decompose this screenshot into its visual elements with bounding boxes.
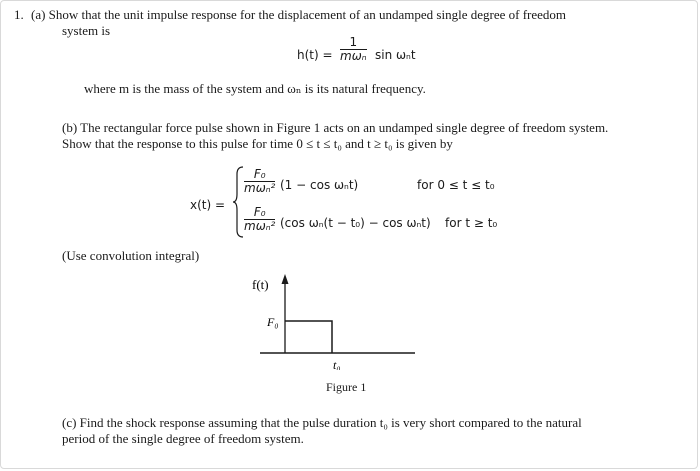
case1-numerator: F₀	[244, 168, 275, 182]
x-lhs: x(t) =	[190, 198, 226, 212]
case1-fraction	[244, 168, 275, 195]
eq-rhs: sin ωₙt	[375, 48, 416, 62]
eq-fraction	[340, 36, 367, 63]
figure-ylabel: f(t)	[252, 277, 269, 292]
figure-level-label: F₀	[267, 315, 279, 329]
case2-condition: for t ≥ t₀	[445, 216, 498, 230]
part-a-where: where m is the mass of the system and ωₙ is its natural frequency.	[84, 81, 426, 96]
figure-caption: Figure 1	[326, 380, 367, 394]
rectangular-pulse-figure	[240, 270, 420, 370]
part-b-line1: (b) The rectangular force pulse shown in Figure 1 acts on an undamped single degree of freedom system.	[62, 120, 609, 135]
part-c-line1: (c) Find the shock response assuming that the pulse duration t₀ is very short compared to the natural	[62, 415, 582, 430]
eq-numerator: 1	[340, 36, 367, 50]
figure-tick-label: t₀	[333, 358, 341, 370]
convolution-note: (Use convolution integral)	[62, 248, 200, 263]
eq-lhs: h(t) =	[297, 48, 333, 62]
pulse-outline	[285, 321, 332, 353]
eq-denominator: mωₙ	[340, 49, 367, 63]
case2-denominator: mωₙ²	[244, 219, 276, 233]
y-axis-arrow	[282, 274, 289, 284]
part-a-line1: (a) Show that the unit impulse response for the displacement of an undamped single degree of freedom	[31, 7, 567, 22]
question-number: 1.	[14, 7, 24, 22]
part-c-line2: period of the single degree of freedom system.	[62, 431, 304, 446]
part-b-line2: Show that the response to this pulse for time 0 ≤ t ≤ t₀ and t ≥ t₀ is given by	[62, 136, 453, 151]
case1-expression: (1 − cos ωₙt)	[280, 178, 359, 192]
case2-fraction	[244, 206, 275, 233]
case1-condition: for 0 ≤ t ≤ t₀	[417, 178, 495, 192]
part-a-line2: system is	[62, 23, 111, 38]
case2-expression: (cos ωₙ(t − t₀) − cos ωₙt)	[280, 216, 431, 230]
case1-denominator: mωₙ²	[244, 181, 276, 195]
case2-numerator: F₀	[244, 206, 275, 220]
